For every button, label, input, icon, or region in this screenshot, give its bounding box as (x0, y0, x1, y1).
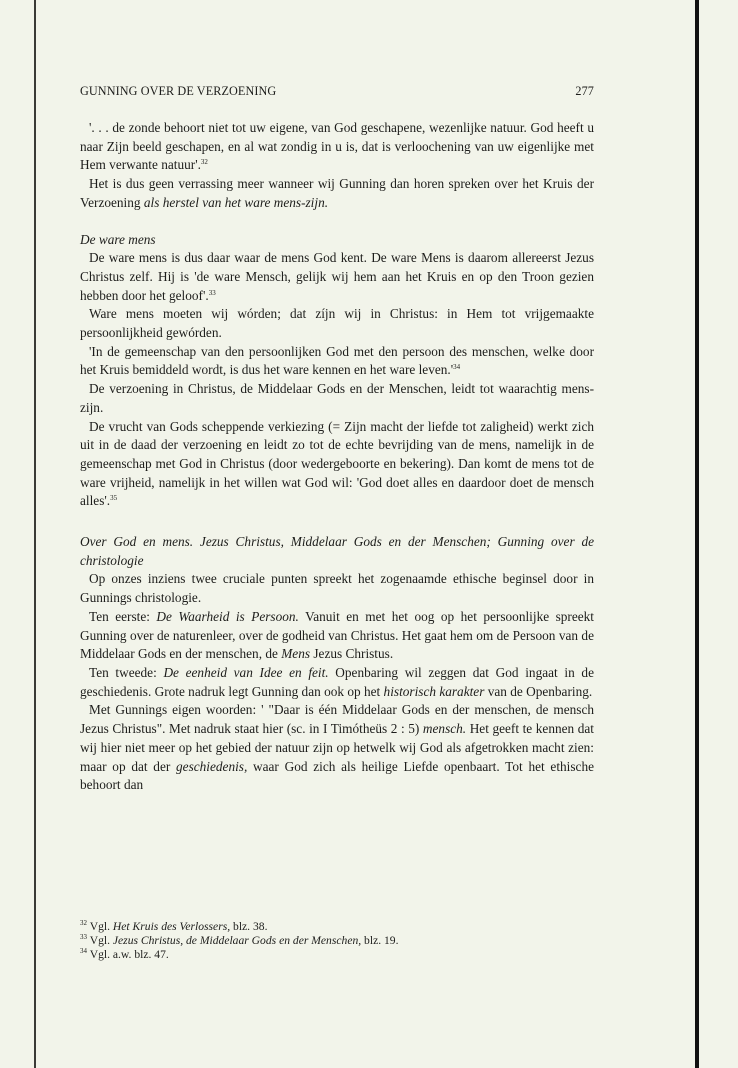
scan-right-edge (695, 0, 699, 1068)
scan-left-edge (34, 0, 36, 1068)
paragraph-7: De vrucht van Gods scheppende verkiezing (= Zijn macht der liefde tot zaligheid) werkt zich uit in de daad der verzoening en leidt zo tot de echte bevrijding van de mens, namelijk in de gemeenschap met God in Christus (door wedergeboorte en bekering). Dan komt de mens tot de ware vrijheid, namelijk in het willen wat God wil: 'God doet alles en daardoor doet de mensch alles'.$^{35}$ (80, 418, 594, 509)
paragraph-5: 'In de gemeenschap van den persoonlijken God met den persoon des menschen, welke door het Kruis bemiddeld wordt, is dus het ware kennen en het ware $leven.'^{34}$ (80, 343, 594, 378)
footnote-ref-35: 35 (110, 494, 118, 503)
paragraph-2: Het is dus geen verrassing meer wanneer wij Gunning dan horen spreken over het Kruis der Verzoening als herstel van het ware mens-zijn. (80, 176, 594, 210)
footnotes (80, 920, 594, 962)
running-head (80, 84, 594, 99)
running-title: GUNNING OVER DE VERZOENING (80, 84, 277, 98)
footnote-34: $^{34}$ Vgl. a.w. blz. 47. (80, 947, 169, 961)
paragraph-8: Op onzes inziens twee cruciale punten spreekt het zogenaamde ethische beginsel door in Gunnings christologie. (80, 571, 594, 606)
paragraph-3: De ware mens is dus daar waar de mens God kent. De ware Mens is daarom allereerst Jezus Christus zelf. Hij is 'de ware Mensch, gelijk wij hem aan het Kruis en op den Troon gezien hebben door het geloof'.$^{33}$ (80, 250, 594, 303)
footnote-ref-34: 34 (453, 363, 461, 372)
paragraph-9: Ten eerste: De Waarheid is Persoon. Vanuit en met het oog op het persoonlijke spreekt Gunning over de naturenleer, over de godheid van Christus. Het gaat hem om de Persoon van de Middelaar Gods en der menschen, de Mens Jezus Christus. (80, 608, 594, 662)
paragraph-6: De verzoening in Christus, de Middelaar Gods en der Menschen, leidt tot waarachtig mens-zijn. (80, 381, 594, 415)
paragraph-quote-1: '. . . de zonde behoort niet tot uw eigene, van God geschapene, wezenlijke natuur. God heeft u naar Zijn beeld geschapen, en al wat zondig in u is, dat is verloochening van uw eigenlijke met Hem verwante natuur'.$^{32}$ (80, 120, 594, 173)
footnote-ref-32: 32 (200, 158, 208, 167)
paragraph-11: Met Gunnings eigen woorden: ' "Daar is één Middelaar Gods en der menschen, de mensch Jezus Christus". Met nadruk staat hier (sc. in I Timótheüs 2 : 5) mensch. Het geeft te kennen dat wij hier niet meer op het gebied der natuur zijn op hetwelk wij God als afgetrokken macht zien: maar op dat der geschiedenis, waar God zich als heilige Liefde openbaart. Tot het ethische behoort dan (80, 702, 595, 793)
section-heading-ware-mens: De ware mens (80, 231, 156, 247)
footnote-ref-33: 33 (208, 288, 216, 297)
paragraph-4: Ware mens moeten wij wórden; dat zíjn wij in Christus: in Hem tot vrijgemaakte persoonlijkheid gewórden. (80, 306, 594, 341)
page-number: 277 (575, 84, 594, 98)
page-content (80, 84, 594, 795)
body-text (80, 119, 594, 795)
section-heading-christologie: Over God en mens. Jezus Christus, Middelaar Gods en der Menschen; Gunning over de christologie (80, 534, 594, 568)
footnote-32: $^{32}$ Vgl. Het Kruis des Verlossers, blz. 38. (80, 919, 268, 933)
paragraph-10: Ten tweede: De eenheid van Idee en feit. Openbaring wil zeggen dat God ingaat in de geschiedenis. Grote nadruk legt Gunning dan ook op het historisch karakter van de Openbaring. (80, 664, 594, 699)
footnote-33: $^{33}$ Vgl. Jezus Christus, de Middelaar Gods en der Menschen, blz. 19. (80, 933, 399, 947)
